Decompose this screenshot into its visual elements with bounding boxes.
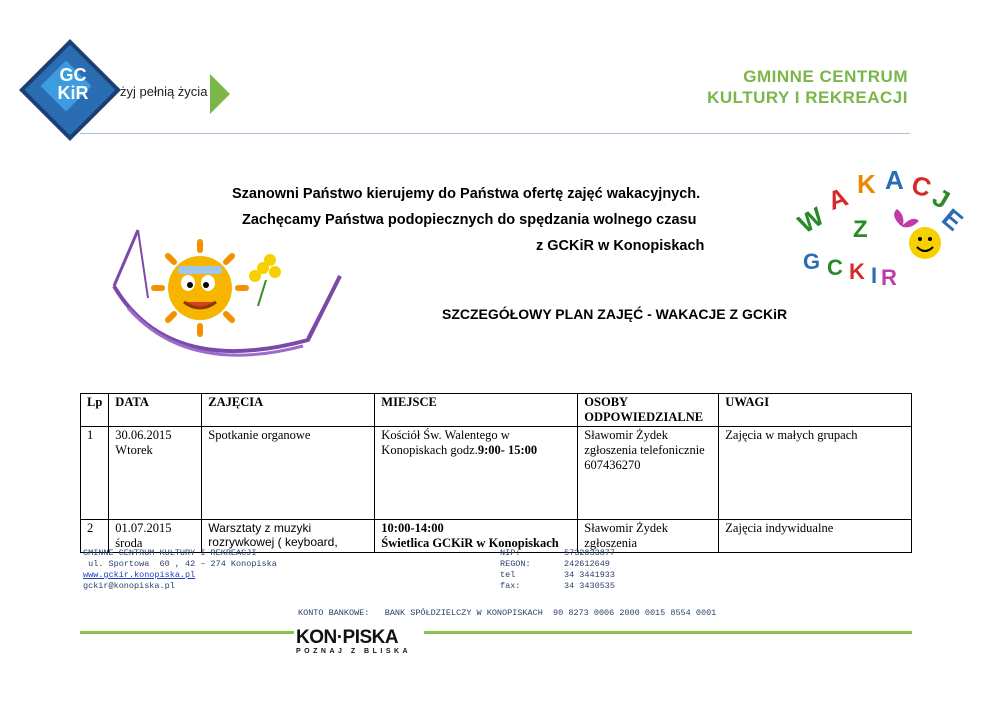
sun-icon [154,242,246,334]
cell-notes: Zajęcia indywidualne [719,520,912,553]
col-header-place: MIEJSCE [375,394,578,427]
konopiska-brand: KON·PISKA [296,627,399,648]
svg-text:E: E [936,202,969,237]
cell-place-text: Kościół Św. Walentego w Konopiskach godz. [381,428,510,457]
footer-id-row: REGON: 242612649 [500,559,610,569]
col-header-persons: OSOBY ODPOWIEDZIALNE [578,394,719,427]
table-row [81,427,912,520]
org-name-line1: GMINNE CENTRUM [743,67,908,86]
logo-text: GC KiR [57,65,89,103]
col-header-date: DATA [109,394,202,427]
intro-line-1: Szanowni Państwo kierujemy do Państwa ofertę zajęć wakacyjnych. [232,186,701,202]
arrow-right-icon [210,74,230,114]
svg-text:C: C [827,255,843,280]
footer-id-row: NIP: 5732833877 [500,548,616,558]
svg-text:G: G [803,249,821,274]
col-header-lp: Lp [81,394,109,427]
footer-ids [500,548,615,592]
cell-place-time: 10:00-14:00 [381,521,444,535]
cell-day-value: Wtorek [115,443,153,457]
footer-www-link[interactable]: www.gckir.konopiska.pl [83,570,196,580]
svg-text:Z: Z [853,216,868,243]
cell-lp: 1 [81,427,109,520]
cell-notes: Zajęcia w małych grupach [719,427,912,520]
cell-person: Sławomir Żydek zgłoszenia telefonicznie 607436270 [578,427,719,520]
cell-date [109,427,202,520]
svg-text:W: W [792,201,829,240]
footer-email[interactable]: gckir@konopiska.pl [83,581,175,591]
cell-activity: Spotkanie organowe [202,427,375,520]
intro-line-3: z GCKiR w Konopiskach [536,238,705,254]
konopiska-tagline: POZNAJ Z BLISKA [296,648,412,655]
svg-text:J: J [927,181,955,215]
footer-street: ul. Sportowa 60 , 42 – 274 Konopiska [83,559,277,569]
bank-account: KONTO BANKOWE: BANK SPÓŁDZIELCZY W KONOPISKACH 90 8273 0006 2000 0015 8554 0001 [298,608,717,618]
svg-text:I: I [871,263,878,288]
table-header-row [81,394,912,427]
cell-day-value: środa [115,536,143,550]
footer-divider [80,631,912,634]
svg-text:R: R [881,265,897,290]
svg-text:C: C [908,169,935,204]
col-header-notes: UWAGI [719,394,912,427]
wakacje-z-gckir-logo [792,165,969,295]
konopiska-logo [294,625,424,657]
sun-hammock-illustration [108,228,348,378]
flower-bouquet-icon [249,254,281,306]
org-name [707,66,908,108]
footer-id-row: tel 34 3441933 [500,570,616,580]
cell-place [375,427,578,520]
svg-text:A: A [823,181,852,216]
cell-place-time: 9:00- 15:00 [477,443,538,457]
cell-lp: 2 [81,520,109,553]
footer-id-row: fax: 34 3430535 [500,581,616,591]
svg-text:K: K [849,259,865,284]
footer-address [83,548,277,592]
header-divider [80,133,910,134]
cell-date-value: 30.06.2015 [115,428,172,442]
gckir-logo [28,46,238,142]
org-name-line2: KULTURY I REKREACJI [707,88,908,107]
intro-line-2: Zachęcamy Państwa podopiecznych do spędzania wolnego czasu [242,212,697,228]
cell-place-text: Świetlica GCKiR w Konopiskach [381,536,559,550]
plan-title: SZCZEGÓŁOWY PLAN ZAJĘĆ - WAKACJE Z GCKiR [442,306,788,322]
cell-person: Sławomir Żydek zgłoszenia [578,520,719,553]
svg-text:K: K [857,169,876,199]
col-header-activity: ZAJĘCIA [202,394,375,427]
cell-activity: Warsztaty z muzyki rozrywkowej ( keyboard, [202,520,375,553]
logo-slogan: żyj pełnią życia [120,84,208,99]
footer-org: GMINNE CENTRUM KULTURY I REKREACJI [83,548,257,558]
schedule-table [80,393,912,553]
cell-date-value: 01.07.2015 [115,521,172,535]
svg-text:A: A [885,165,904,195]
